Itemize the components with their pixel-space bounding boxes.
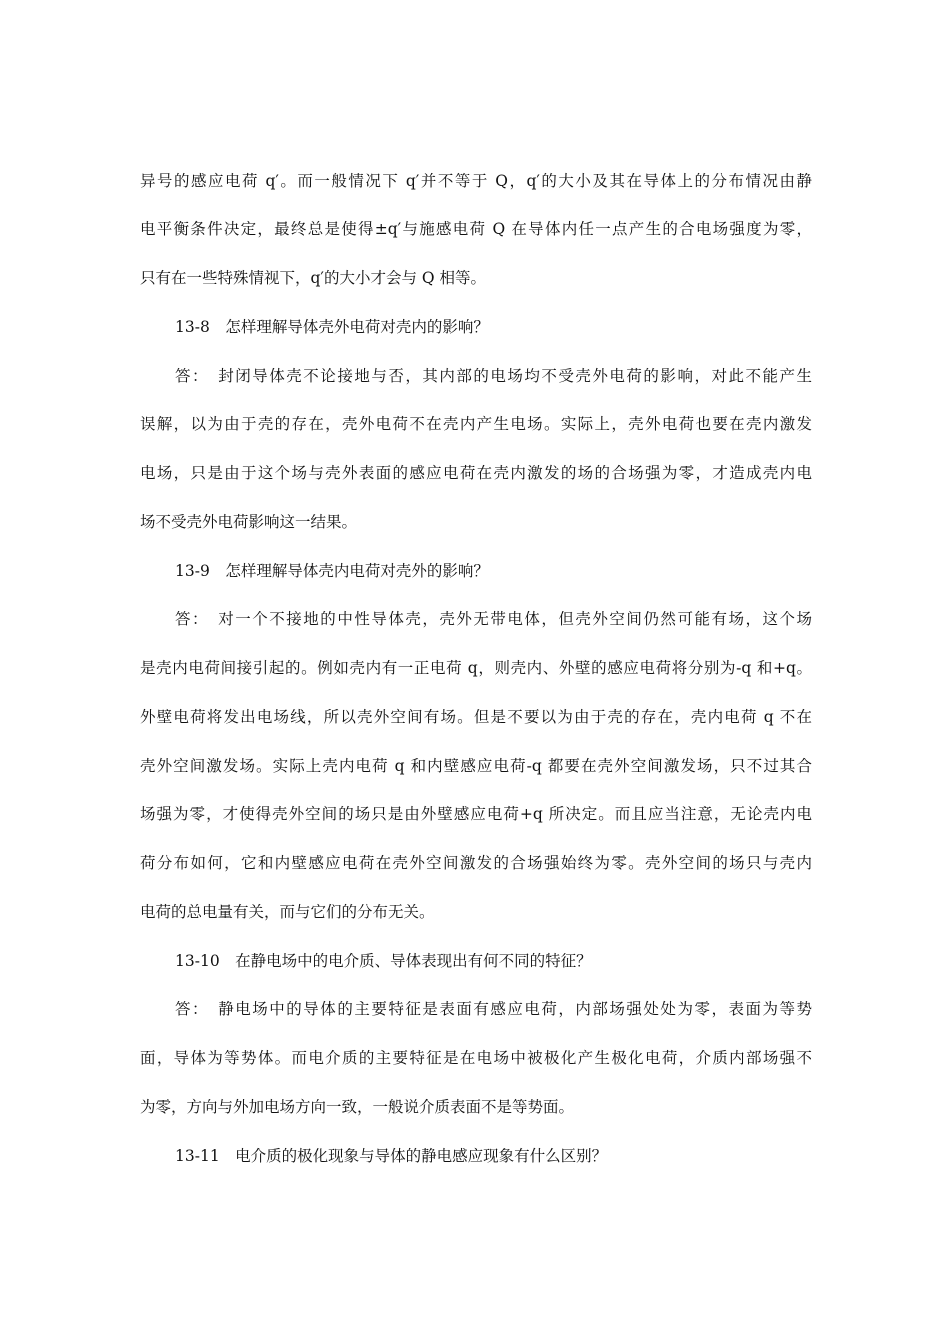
text-line: 误解，以为由于壳的存在，壳外电荷不在壳内产生电场。实际上，壳外电荷也要在壳内激发 bbox=[140, 415, 812, 433]
text-line: 电荷的总电量有关，而与它们的分布无关。 bbox=[140, 903, 435, 921]
question-heading: 13-8 怎样理解导体壳外电荷对壳内的影响？ bbox=[175, 318, 489, 336]
text-line: 电场，只是由于这个场与壳外表面的感应电荷在壳内激发的场的合场强为零，才造成壳内电 bbox=[140, 464, 812, 482]
text-line: 外壁电荷将发出电场线，所以壳外空间有场。但是不要以为由于壳的存在，壳内电荷 q 不在 bbox=[140, 708, 812, 726]
text-line: 电平衡条件决定，最终总是使得±q′与施感电荷 Q 在导体内任一点产生的合电场强度为零， bbox=[140, 220, 812, 238]
text-line: 是壳内电荷间接引起的。例如壳内有一正电荷 q，则壳内、外壁的感应电荷将分别为-q 和+q。 bbox=[140, 659, 812, 677]
answer-line: 答： 对一个不接地的中性导体壳，壳外无带电体，但壳外空间仍然可能有场，这个场 bbox=[175, 610, 812, 628]
answer-line: 答： 静电场中的导体的主要特征是表面有感应电荷，内部场强处处为零，表面为等势 bbox=[175, 1000, 812, 1018]
answer-line: 答： 封闭导体壳不论接地与否，其内部的电场均不受壳外电荷的影响，对此不能产生 bbox=[175, 367, 812, 385]
question-heading: 13-10 在静电场中的电介质、导体表现出有何不同的特征？ bbox=[175, 952, 592, 970]
text-line: 荷分布如何，它和内壁感应电荷在壳外空间激发的合场强始终为零。壳外空间的场只与壳内 bbox=[140, 854, 812, 872]
text-line: 为零，方向与外加电场方向一致，一般说介质表面不是等势面。 bbox=[140, 1098, 575, 1116]
text-line: 壳外空间激发场。实际上壳内电荷 q 和内壁感应电荷-q 都要在壳外空间激发场，只不过其合 bbox=[140, 757, 812, 775]
text-line: 只有在一些特殊情视下，q′的大小才会与 Q 相等。 bbox=[140, 269, 487, 287]
question-heading: 13-9 怎样理解导体壳内电荷对壳外的影响？ bbox=[175, 562, 489, 580]
text-line: 异号的感应电荷 q′。而一般情况下 q′并不等于 Q，q′的大小及其在导体上的分布情况由静 bbox=[140, 172, 812, 190]
question-heading: 13-11 电介质的极化现象与导体的静电感应现象有什么区别？ bbox=[175, 1147, 608, 1165]
text-line: 场强为零，才使得壳外空间的场只是由外壁感应电荷+q 所决定。而且应当注意，无论壳内电 bbox=[140, 805, 812, 823]
text-line: 面，导体为等势体。而电介质的主要特征是在电场中被极化产生极化电荷，介质内部场强不 bbox=[140, 1049, 812, 1067]
text-line: 场不受壳外电荷影响这一结果。 bbox=[140, 513, 358, 531]
